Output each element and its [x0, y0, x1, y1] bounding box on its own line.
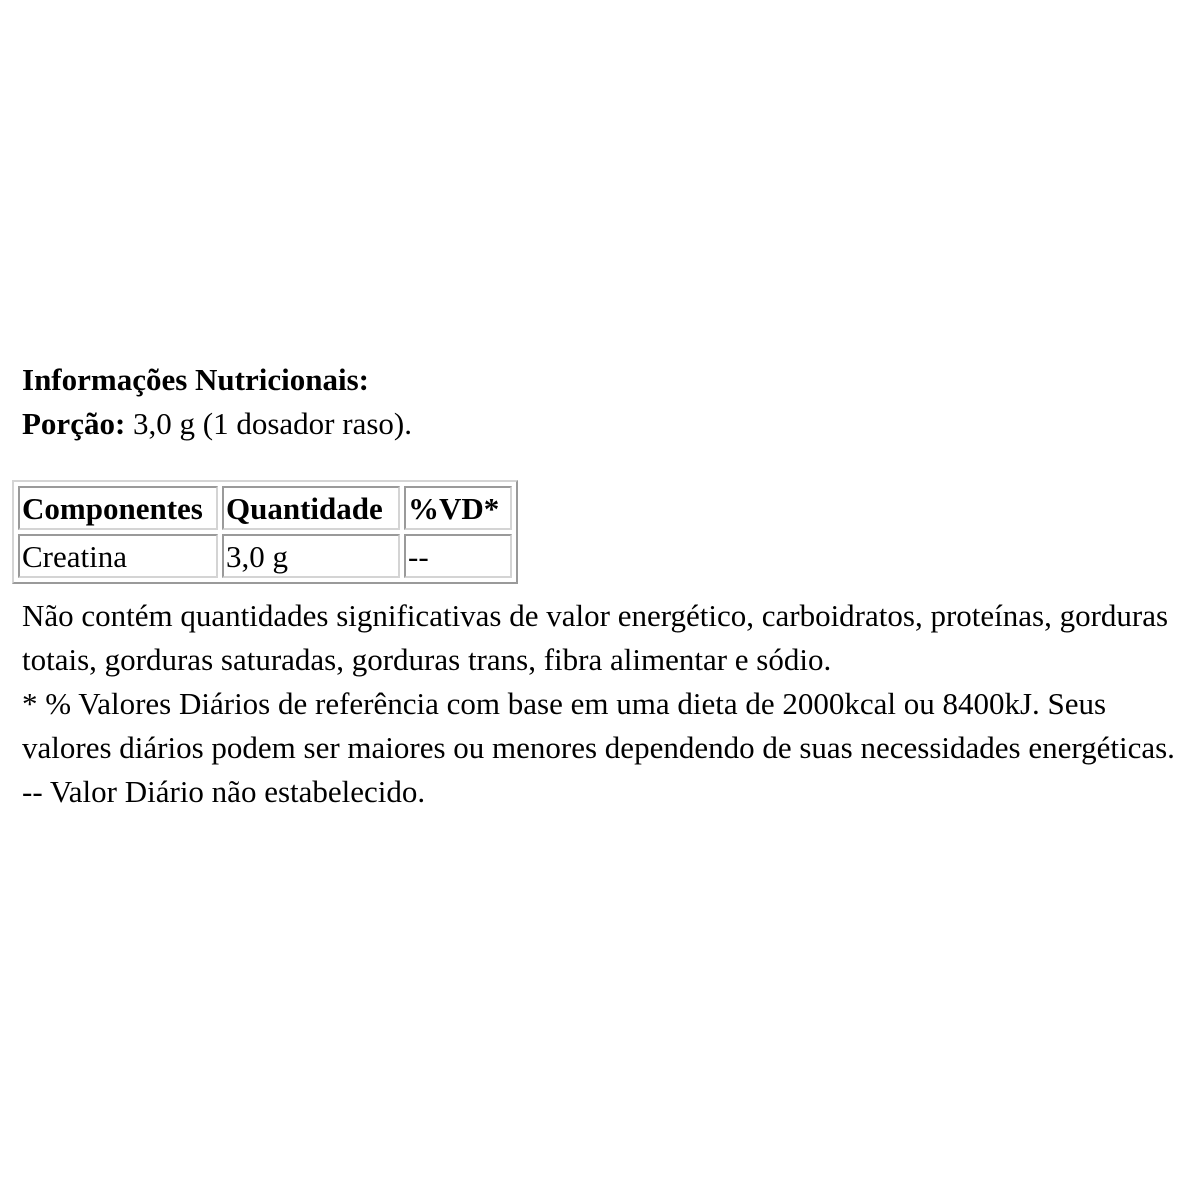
header-daily-value: %VD* — [404, 486, 512, 530]
header-quantity: Quantidade — [222, 486, 400, 530]
note-not-significant: Não contém quantidades significativas de valor energético, carboidratos, proteínas, gorduras totais, gorduras saturadas, gorduras trans, fibra alimentar e sódio. — [22, 598, 1169, 677]
nutrition-document — [22, 358, 1194, 814]
portion-value: 3,0 g (1 dosador raso). — [133, 406, 412, 441]
note-daily-values: * % Valores Diários de referência com base em uma dieta de 2000kcal ou 8400kJ. Seus valores diários podem ser maiores ou menores dependendo de suas necessidades energéticas. — [22, 686, 1175, 765]
portion-line — [22, 402, 1194, 446]
table-row — [18, 534, 512, 578]
cell-quantity: 3,0 g — [222, 534, 400, 578]
nutrition-table-wrapper — [12, 480, 518, 584]
header-components: Componentes — [18, 486, 218, 530]
note-not-established: -- Valor Diário não estabelecido. — [22, 774, 426, 809]
nutrition-table — [12, 480, 518, 584]
nutrition-heading: Informações Nutricionais: — [22, 362, 369, 397]
footnotes — [22, 594, 1194, 814]
table-header-row — [18, 486, 512, 530]
cell-component-name: Creatina — [18, 534, 218, 578]
cell-daily-value: -- — [404, 534, 512, 578]
portion-label: Porção: — [22, 406, 126, 441]
